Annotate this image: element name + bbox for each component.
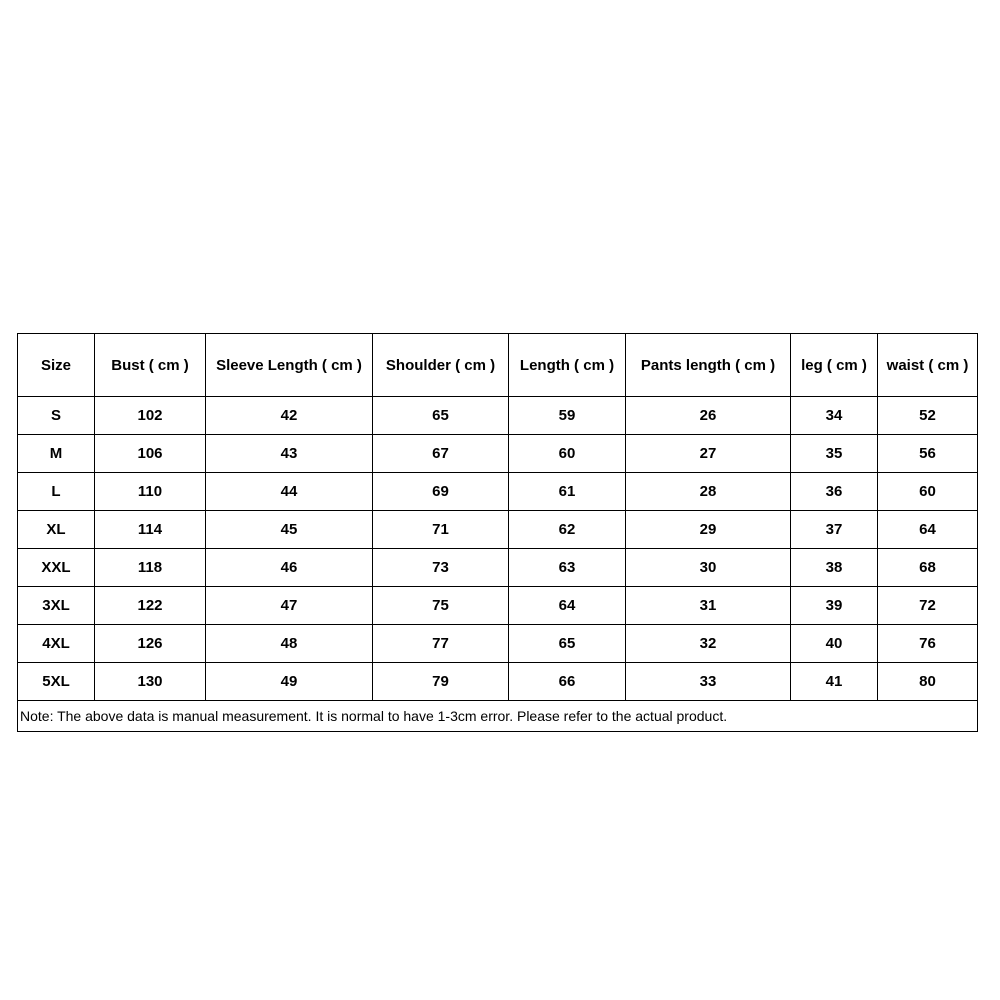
cell-length: 60: [509, 435, 626, 473]
cell-sleeve-length: 47: [206, 587, 373, 625]
cell-pants-length: 28: [626, 473, 791, 511]
cell-sleeve-length: 49: [206, 663, 373, 701]
cell-size: M: [18, 435, 95, 473]
note-row: [18, 701, 978, 732]
cell-sleeve-length: 42: [206, 397, 373, 435]
table-row: [18, 587, 978, 625]
cell-size: XL: [18, 511, 95, 549]
cell-waist: 72: [878, 587, 978, 625]
cell-shoulder: 67: [373, 435, 509, 473]
size-chart-table: [17, 333, 978, 732]
cell-bust: 118: [95, 549, 206, 587]
table-row: [18, 473, 978, 511]
cell-waist: 76: [878, 625, 978, 663]
cell-shoulder: 73: [373, 549, 509, 587]
cell-pants-length: 26: [626, 397, 791, 435]
table-row: [18, 625, 978, 663]
cell-shoulder: 75: [373, 587, 509, 625]
cell-bust: 130: [95, 663, 206, 701]
cell-size: 5XL: [18, 663, 95, 701]
cell-pants-length: 32: [626, 625, 791, 663]
header-sleeve-length: Sleeve Length ( cm ): [206, 334, 373, 397]
cell-leg: 35: [791, 435, 878, 473]
header-length: Length ( cm ): [509, 334, 626, 397]
cell-size: XXL: [18, 549, 95, 587]
cell-shoulder: 77: [373, 625, 509, 663]
cell-length: 63: [509, 549, 626, 587]
cell-waist: 52: [878, 397, 978, 435]
cell-size: 3XL: [18, 587, 95, 625]
cell-bust: 106: [95, 435, 206, 473]
cell-leg: 34: [791, 397, 878, 435]
cell-size: 4XL: [18, 625, 95, 663]
cell-length: 59: [509, 397, 626, 435]
measurement-note: Note: The above data is manual measurement. It is normal to have 1-3cm error. Please refer to the actual product.: [18, 701, 978, 732]
cell-length: 62: [509, 511, 626, 549]
cell-waist: 80: [878, 663, 978, 701]
header-leg: leg ( cm ): [791, 334, 878, 397]
table-row: [18, 663, 978, 701]
header-row: [18, 334, 978, 397]
cell-size: L: [18, 473, 95, 511]
cell-waist: 68: [878, 549, 978, 587]
table-row: [18, 549, 978, 587]
cell-sleeve-length: 43: [206, 435, 373, 473]
cell-pants-length: 30: [626, 549, 791, 587]
cell-pants-length: 27: [626, 435, 791, 473]
cell-length: 65: [509, 625, 626, 663]
cell-sleeve-length: 45: [206, 511, 373, 549]
cell-bust: 126: [95, 625, 206, 663]
cell-leg: 36: [791, 473, 878, 511]
cell-pants-length: 33: [626, 663, 791, 701]
header-size: Size: [18, 334, 95, 397]
cell-length: 64: [509, 587, 626, 625]
cell-size: S: [18, 397, 95, 435]
cell-length: 61: [509, 473, 626, 511]
table-row: [18, 397, 978, 435]
cell-bust: 110: [95, 473, 206, 511]
cell-bust: 114: [95, 511, 206, 549]
cell-waist: 64: [878, 511, 978, 549]
cell-leg: 38: [791, 549, 878, 587]
cell-sleeve-length: 44: [206, 473, 373, 511]
cell-shoulder: 69: [373, 473, 509, 511]
cell-leg: 39: [791, 587, 878, 625]
header-bust: Bust ( cm ): [95, 334, 206, 397]
cell-pants-length: 29: [626, 511, 791, 549]
cell-leg: 41: [791, 663, 878, 701]
table-row: [18, 511, 978, 549]
table-row: [18, 435, 978, 473]
cell-sleeve-length: 48: [206, 625, 373, 663]
cell-shoulder: 71: [373, 511, 509, 549]
header-waist: waist ( cm ): [878, 334, 978, 397]
cell-waist: 56: [878, 435, 978, 473]
cell-pants-length: 31: [626, 587, 791, 625]
header-shoulder: Shoulder ( cm ): [373, 334, 509, 397]
cell-length: 66: [509, 663, 626, 701]
cell-shoulder: 65: [373, 397, 509, 435]
cell-bust: 102: [95, 397, 206, 435]
cell-leg: 40: [791, 625, 878, 663]
cell-bust: 122: [95, 587, 206, 625]
header-pants-length: Pants length ( cm ): [626, 334, 791, 397]
cell-shoulder: 79: [373, 663, 509, 701]
cell-waist: 60: [878, 473, 978, 511]
cell-sleeve-length: 46: [206, 549, 373, 587]
cell-leg: 37: [791, 511, 878, 549]
